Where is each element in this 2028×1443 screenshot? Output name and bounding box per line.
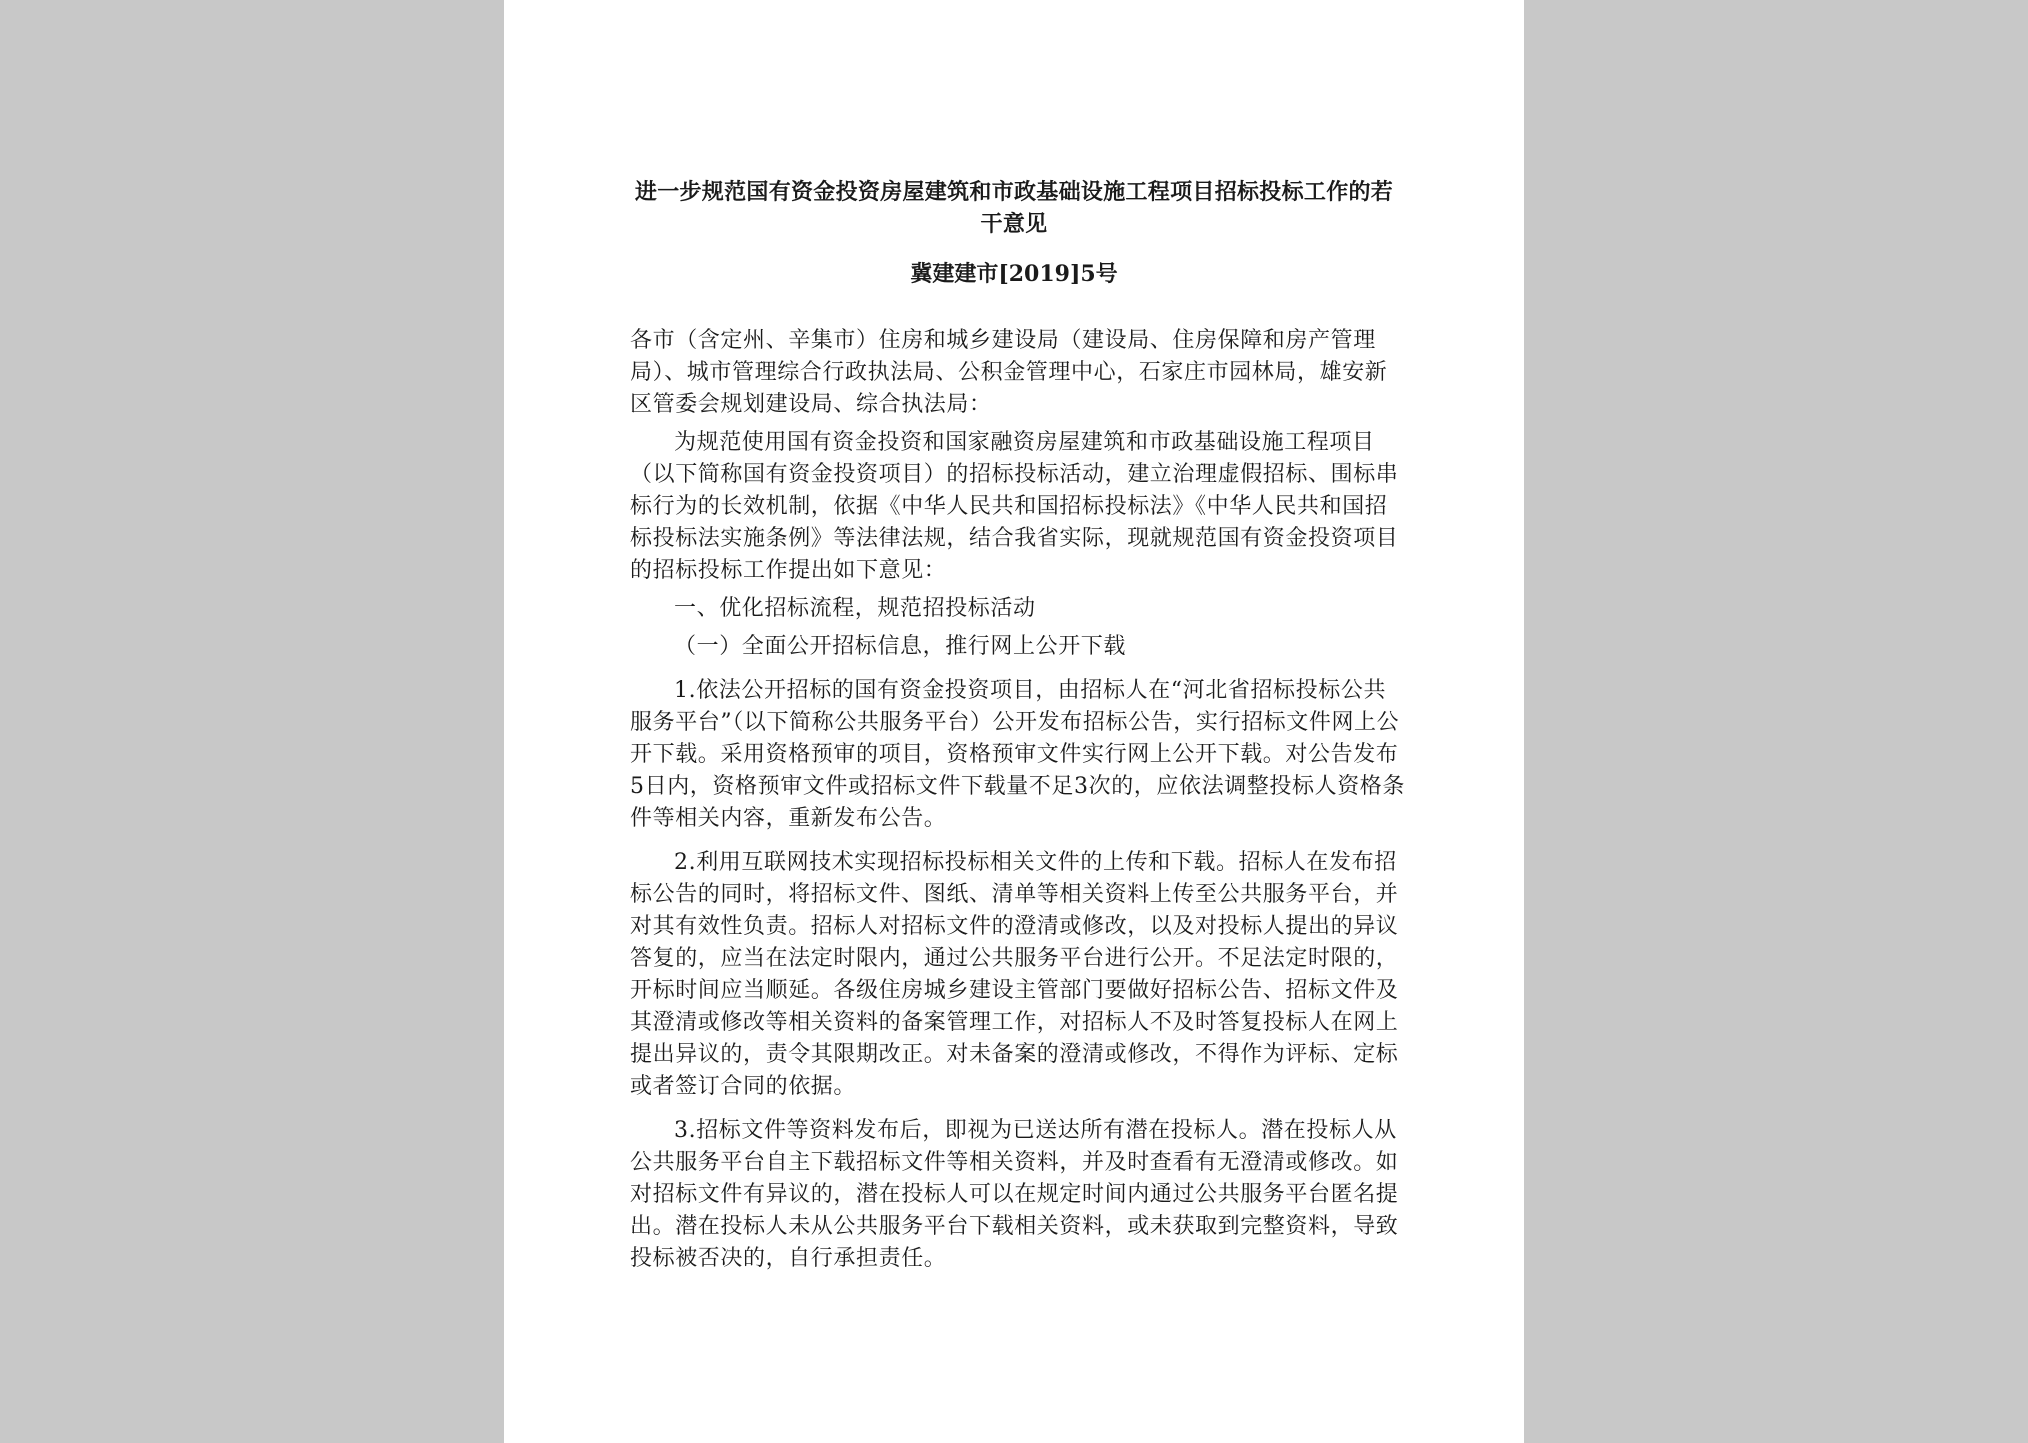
subsection-heading: （一）全面公开招标信息，推行网上公开下载 [674,634,1127,659]
paragraph-item-3: 3.招标文件等资料发布后，即视为已送达所有潜在投标人。潜在投标人从公共服务平台自主下载招标文件等相关资料，并及时查看有无澄清或修改。如对招标文件有异议的，潜在投标人可以在规定时间内通过公共服务平台匿名提出。潜在投标人未从公共服务平台下载相关资料，或未获取到完整资料，导致投标被否决的，自行承担责任。 [630,1118,1399,1271]
document-title: 进一步规范国有资金投资房屋建筑和市政基础设施工程项目招标投标工作的若干意见 [634,179,1394,237]
section-heading: 一、优化招标流程，规范招投标活动 [674,596,1036,621]
document-body [630,325,1408,1275]
document-number: 冀建建市[2019]5号 [910,261,1118,287]
paragraph-item-2: 2.利用互联网技术实现招标投标相关文件的上传和下载。招标人在发布招标公告的同时，将招标文件、图纸、清单等相关资料上传至公共服务平台，并对其有效性负责。招标人对招标文件的澄清或修改，以及对投标人提出的异议答复的，应当在法定时限内，通过公共服务平台进行公开。不足法定时限的，开标时间应当顺延。各级住房城乡建设主管部门要做好招标公告、招标文件及其澄清或修改等相关资料的备案管理工作，对招标人不及时答复投标人在网上提出异议的，责令其限期改正。对未备案的澄清或修改，不得作为评标、定标或者签订合同的依据。 [630,850,1399,1099]
paragraph-intro: 为规范使用国有资金投资和国家融资房屋建筑和市政基础设施工程项目（以下简称国有资金投资项目）的招标投标活动，建立治理虚假招标、围标串标行为的长效机制，依据《中华人民共和国招标投标法》《中华人民共和国招标投标法实施条例》等法律法规，结合我省实际，现就规范国有资金投资项目的招标投标工作提出如下意见： [630,430,1399,583]
paragraph-item-1: 1.依法公开招标的国有资金投资项目，由招标人在“河北省招标投标公共服务平台”（以下简称公共服务平台）公开发布招标公告，实行招标文件网上公开下载。采用资格预审的项目，资格预审文件实行网上公开下载。对公告发布5日内，资格预审文件或招标文件下载量不足3次的，应依法调整投标人资格条件等相关内容，重新发布公告。 [630,678,1405,831]
addressee: 各市（含定州、辛集市）住房和城乡建设局（建设局、住房保障和房产管理局）、城市管理综合行政执法局、公积金管理中心，石家庄市园林局，雄安新区管委会规划建设局、综合执法局： [630,328,1388,417]
document-page [504,0,1524,1443]
